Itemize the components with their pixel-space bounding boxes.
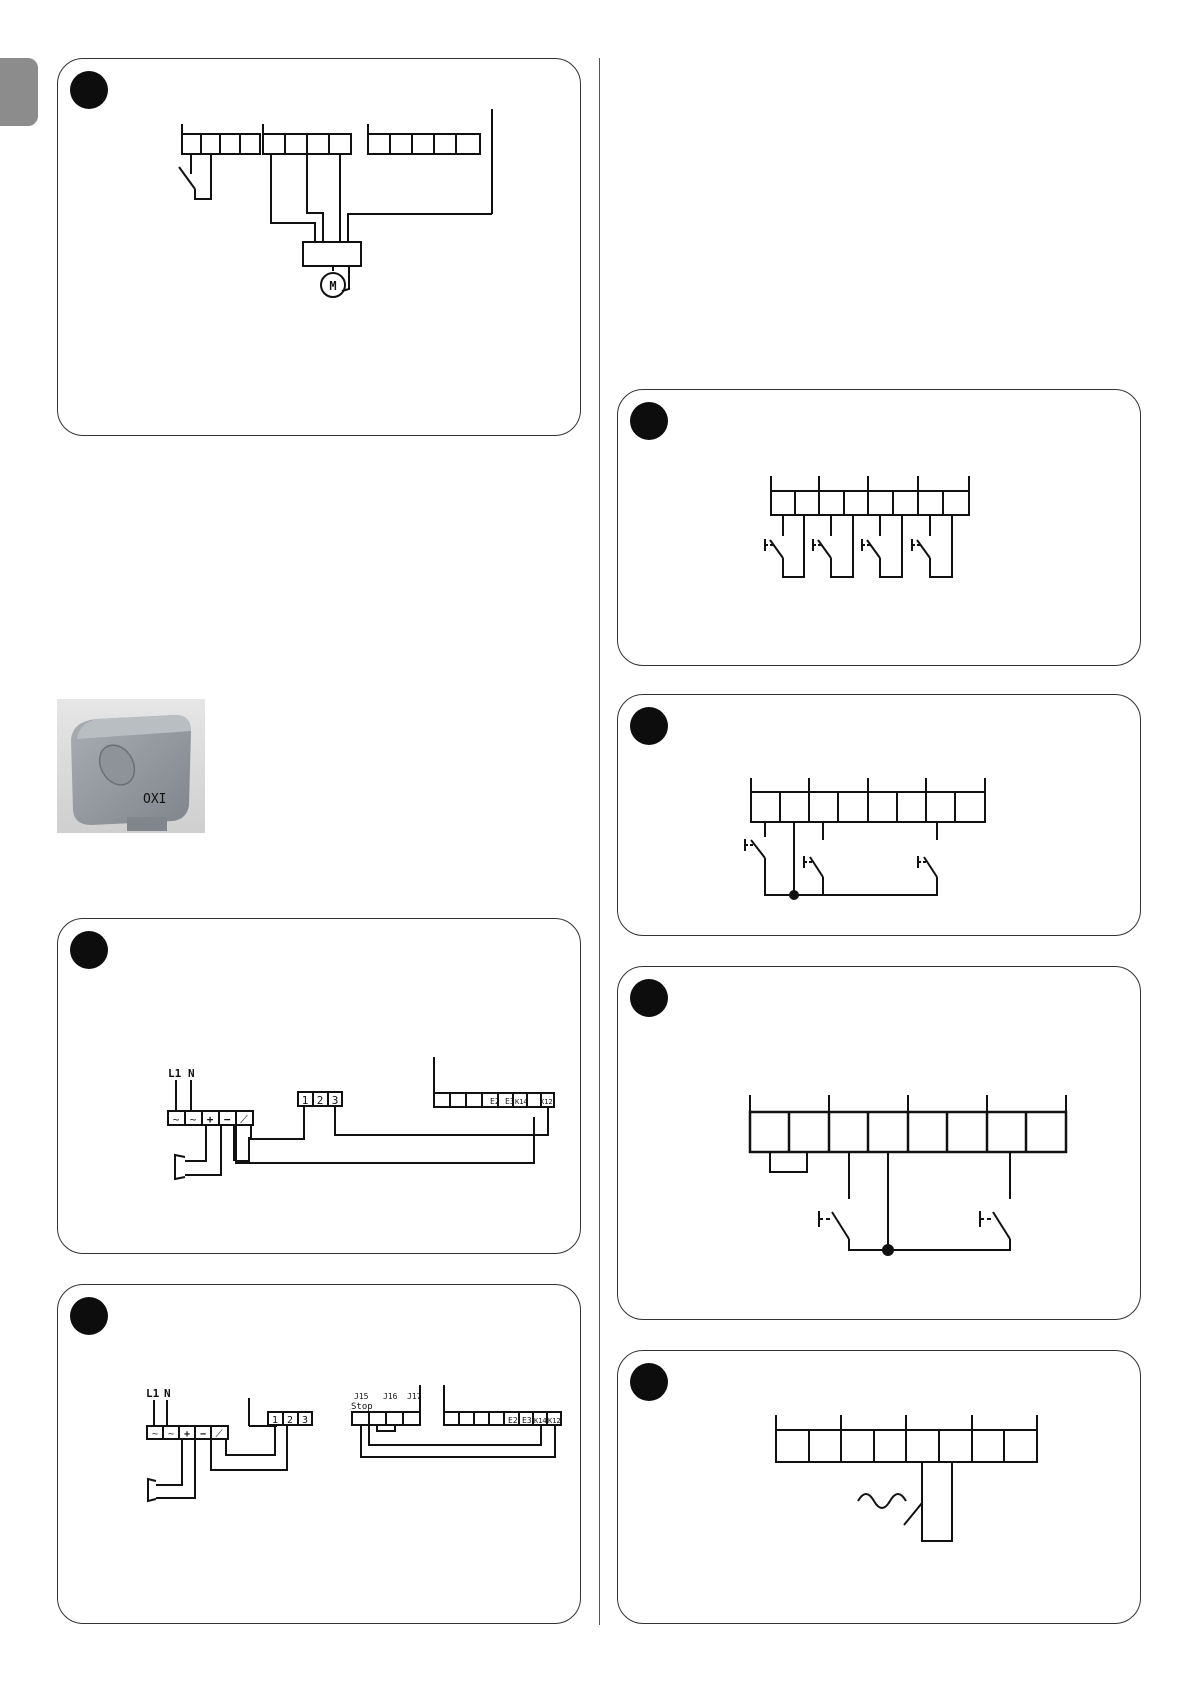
motor-label: M [329, 279, 337, 293]
stop-label: J17 [407, 1392, 422, 1401]
receiver-label: OXI [143, 792, 167, 807]
stop-label: J16 [383, 1392, 398, 1401]
numbered-terminal: 2 [316, 1094, 324, 1107]
numbered-terminal: 1 [301, 1094, 309, 1107]
power-terminal: ~ [167, 1429, 175, 1440]
power-terminal: ~ [151, 1429, 159, 1440]
control-terminal: E3 [505, 1097, 515, 1106]
figure-panel-switches-two [617, 966, 1141, 1320]
control-terminal: K12 [540, 1098, 553, 1106]
power-terminal: ⟋ [215, 1429, 223, 1440]
numbered-terminal: 2 [286, 1415, 294, 1426]
supply-label-l1: L1 [146, 1387, 160, 1400]
antenna-wiring-diagram [618, 1351, 1142, 1625]
stop-text: Stop [351, 1402, 373, 1412]
numbered-terminal: 3 [331, 1094, 339, 1107]
switch-2 [813, 515, 853, 577]
figure-panel-motor [57, 58, 581, 436]
switch-1 [765, 515, 804, 577]
supply-label-n: N [164, 1387, 171, 1400]
supply-label-l1: L1 [168, 1067, 182, 1080]
figure-panel-lamp-2 [57, 1284, 581, 1624]
lamp-wiring-diagram-1 [58, 919, 582, 1255]
stop-label: J15 [354, 1392, 369, 1401]
control-terminal: K14 [515, 1098, 528, 1106]
power-terminal: ⟋ [240, 1113, 248, 1126]
power-terminal: ~ [172, 1113, 180, 1126]
power-terminal: + [206, 1113, 214, 1126]
figure-panel-switches-three [617, 694, 1141, 936]
control-terminal: E2 [490, 1097, 500, 1106]
figure-panel-lamp-1 [57, 918, 581, 1254]
receiver-photo [57, 699, 205, 833]
control-terminal: E3 [522, 1416, 532, 1425]
switch-3 [862, 515, 902, 577]
numbered-terminal: 3 [301, 1415, 309, 1426]
switch-contact [179, 167, 195, 189]
power-terminal: ~ [189, 1113, 197, 1126]
antenna-symbol [858, 1494, 906, 1508]
power-terminal: − [199, 1429, 207, 1440]
motor-wiring-diagram [58, 59, 582, 437]
switch-wiring-diagram-four [618, 390, 1142, 667]
switch-wiring-diagram-three [618, 695, 1142, 937]
lamp-wiring-diagram-2 [58, 1285, 582, 1625]
supply-label-n: N [188, 1067, 195, 1080]
control-terminal: E2 [508, 1416, 518, 1425]
figure-panel-switches-four [617, 389, 1141, 666]
column-divider [599, 58, 600, 1625]
switch-wiring-diagram-two [618, 967, 1142, 1321]
power-terminal: − [223, 1113, 231, 1126]
control-terminal: K12 [548, 1417, 561, 1425]
switch-4 [912, 515, 952, 577]
numbered-terminal: 1 [271, 1415, 279, 1426]
power-terminal: + [183, 1429, 191, 1440]
control-terminal: K14 [534, 1417, 547, 1425]
figure-panel-antenna [617, 1350, 1141, 1624]
language-tab [0, 58, 38, 126]
